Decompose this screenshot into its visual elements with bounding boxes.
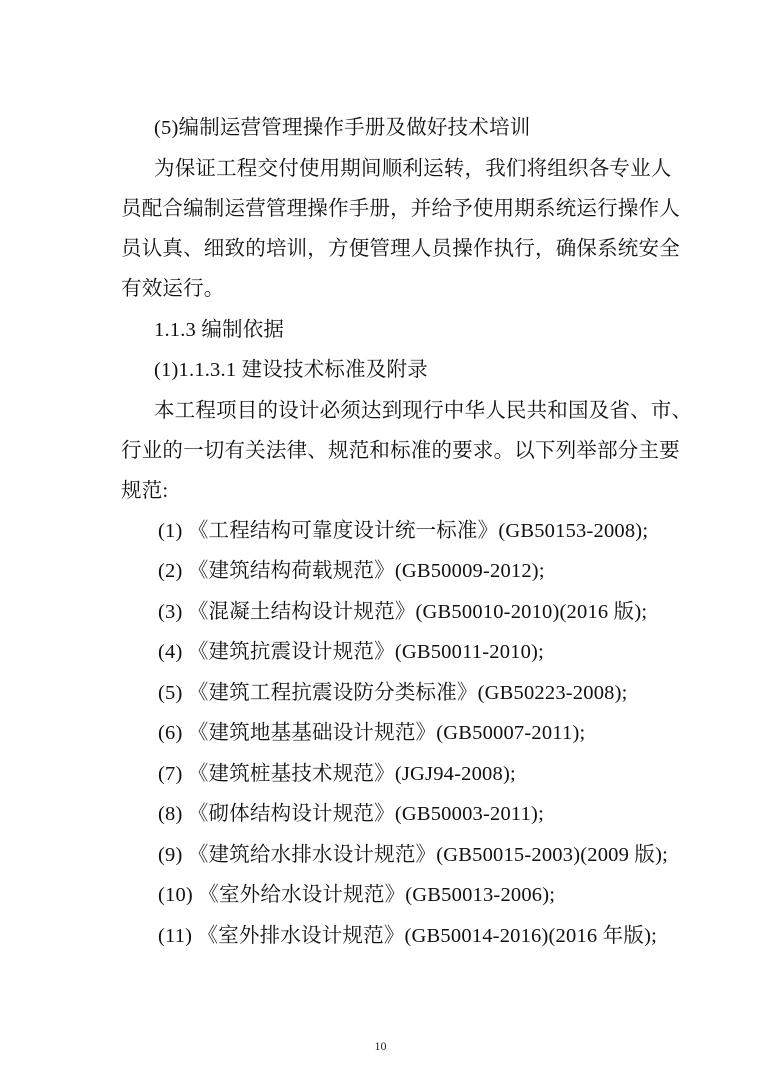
paragraph-line: 为保证工程交付使用期间顺利运转，我们将组织各专业人 <box>154 158 672 180</box>
standard-list-item: (8) 《砌体结构设计规范》(GB50003-2011); <box>158 803 544 825</box>
standard-list-item: (6) 《建筑地基基础设计规范》(GB50007-2011); <box>158 722 586 744</box>
standard-list-item: (4) 《建筑抗震设计规范》(GB50011-2010); <box>158 641 544 663</box>
standard-list-item: (9) 《建筑给水排水设计规范》(GB50015-2003)(2009 版); <box>158 844 669 866</box>
paragraph-line: 有效运行。 <box>121 278 225 300</box>
standard-list-item: (5) 《建筑工程抗震设防分类标准》(GB50223-2008); <box>158 682 628 704</box>
subsection-heading-1-1-3-1: (1)1.1.3.1 建设技术标准及附录 <box>154 359 428 381</box>
standard-list-item: (11) 《室外排水设计规范》(GB50014-2016)(2016 年版); <box>158 925 657 947</box>
section-heading-5: (5)编制运营管理操作手册及做好技术培训 <box>154 117 531 139</box>
standard-list-item: (2) 《建筑结构荷载规范》(GB50009-2012); <box>158 560 545 582</box>
page-number: 10 <box>374 1039 387 1053</box>
intro-line: 行业的一切有关法律、规范和标准的要求。以下列举部分主要 <box>121 440 680 462</box>
paragraph-line: 员配合编制运营管理操作手册，并给予使用期系统运行操作人 <box>121 198 680 220</box>
paragraph-line: 员认真、细致的培训，方便管理人员操作执行，确保系统安全 <box>121 238 680 260</box>
standard-list-item: (3) 《混凝土结构设计规范》(GB50010-2010)(2016 版); <box>158 601 648 623</box>
standard-list-item: (1) 《工程结构可靠度设计统一标准》(GB50153-2008); <box>158 520 649 542</box>
intro-line: 规范: <box>121 480 169 502</box>
standard-list-item: (7) 《建筑桩基技术规范》(JGJ94-2008); <box>158 763 516 785</box>
standard-list-item: (10) 《室外给水设计规范》(GB50013-2006); <box>158 884 556 906</box>
intro-line: 本工程项目的设计必须达到现行中华人民共和国及省、市、 <box>154 400 693 422</box>
section-heading-1-1-3: 1.1.3 编制依据 <box>154 319 285 341</box>
